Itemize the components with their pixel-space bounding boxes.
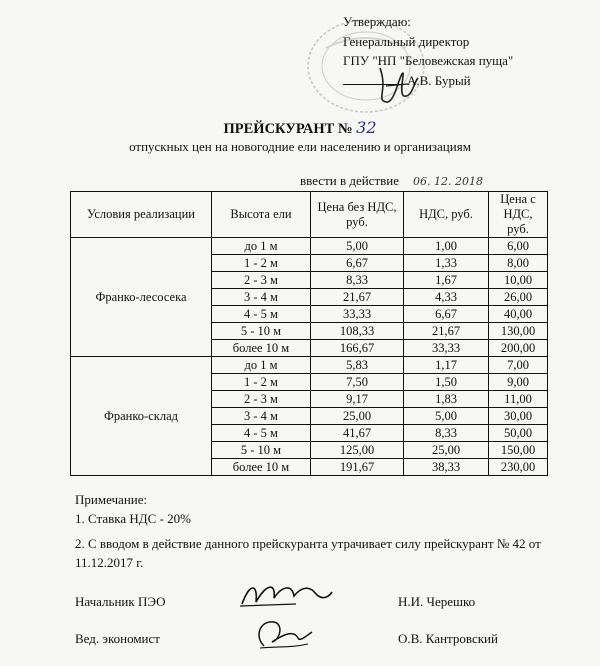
price-gross-cell: 30,00 xyxy=(489,408,548,425)
price-gross-cell: 8,00 xyxy=(489,255,548,272)
header-condition: Условия реализации xyxy=(71,192,212,238)
vat-cell: 38,33 xyxy=(404,459,489,476)
header-price-gross: Цена с НДС, руб. xyxy=(489,192,548,238)
price-net-cell: 25,00 xyxy=(311,408,404,425)
price-gross-cell: 7,00 xyxy=(489,357,548,374)
approval-signer-name: А.В. Бурый xyxy=(407,72,471,88)
title-prefix: ПРЕЙСКУРАНТ № xyxy=(223,121,353,137)
height-cell: 4 - 5 м xyxy=(212,425,311,442)
condition-cell: Франко-лесосека xyxy=(71,238,212,357)
signature-position: Начальник ПЭО xyxy=(75,594,166,609)
effective-date-line xyxy=(300,173,483,189)
price-net-cell: 108,33 xyxy=(311,323,404,340)
vat-cell: 1,67 xyxy=(404,272,489,289)
price-net-cell: 33,33 xyxy=(311,306,404,323)
header-vat: НДС, руб. xyxy=(404,192,489,238)
price-gross-cell: 40,00 xyxy=(489,306,548,323)
price-gross-cell: 130,00 xyxy=(489,323,548,340)
height-cell: 4 - 5 м xyxy=(212,306,311,323)
height-cell: 3 - 4 м xyxy=(212,289,311,306)
price-gross-cell: 150,00 xyxy=(489,442,548,459)
height-cell: более 10 м xyxy=(212,459,311,476)
price-gross-cell: 11,00 xyxy=(489,391,548,408)
price-gross-cell: 50,00 xyxy=(489,425,548,442)
price-net-cell: 21,67 xyxy=(311,289,404,306)
price-gross-cell: 10,00 xyxy=(489,272,548,289)
price-table xyxy=(70,191,548,476)
signature-position: Вед. экономист xyxy=(75,631,160,646)
document-subtitle: отпускных цен на новогодние ели населению и организациям xyxy=(129,139,471,154)
vat-cell: 8,33 xyxy=(404,425,489,442)
title-number: 32 xyxy=(356,118,377,137)
effective-date: 06. 12. 2018 xyxy=(413,175,483,188)
notes-heading: Примечание: xyxy=(75,492,148,507)
height-cell: 5 - 10 м xyxy=(212,323,311,340)
height-cell: до 1 м xyxy=(212,238,311,255)
price-net-cell: 166,67 xyxy=(311,340,404,357)
approval-label: Утверждаю: xyxy=(343,14,411,29)
approval-block xyxy=(343,12,513,90)
signature-name-2: О.В. Кантровский xyxy=(398,631,498,646)
approval-signer xyxy=(343,71,513,91)
signature-row-1 xyxy=(75,594,165,610)
signature-name-1: Н.И. Черешко xyxy=(398,594,476,609)
price-gross-cell: 230,00 xyxy=(489,459,548,476)
vat-cell: 5,00 xyxy=(404,408,489,425)
price-net-cell: 125,00 xyxy=(311,442,404,459)
height-cell: до 1 м xyxy=(212,357,311,374)
vat-cell: 1,17 xyxy=(404,357,489,374)
price-net-cell: 191,67 xyxy=(311,459,404,476)
signature-1-mark xyxy=(236,574,336,616)
vat-cell: 1,00 xyxy=(404,238,489,255)
effective-label: ввести в действие xyxy=(300,173,399,188)
height-cell: 3 - 4 м xyxy=(212,408,311,425)
price-net-cell: 5,83 xyxy=(311,357,404,374)
approval-position: Генеральный директор xyxy=(343,33,470,49)
price-gross-cell: 200,00 xyxy=(489,340,548,357)
price-gross-cell: 9,00 xyxy=(489,374,548,391)
vat-cell: 1,33 xyxy=(404,255,489,272)
price-net-cell: 5,00 xyxy=(311,238,404,255)
vat-cell: 25,00 xyxy=(404,442,489,459)
price-gross-cell: 26,00 xyxy=(489,289,548,306)
note-vat-rate: 1. Ставка НДС - 20% xyxy=(75,510,191,526)
price-net-cell: 7,50 xyxy=(311,374,404,391)
price-net-cell: 9,17 xyxy=(311,391,404,408)
height-cell: 5 - 10 м xyxy=(212,442,311,459)
price-net-cell: 6,67 xyxy=(311,255,404,272)
height-cell: 1 - 2 м xyxy=(212,374,311,391)
height-cell: более 10 м xyxy=(212,340,311,357)
document-title xyxy=(0,118,600,138)
note-supersedes: 2. С вводом в действие данного прейскуранта утрачивает силу прейскурант № 42 от 11.12.2017 г. xyxy=(75,536,541,570)
vat-cell: 4,33 xyxy=(404,289,489,306)
price-gross-cell: 6,00 xyxy=(489,238,548,255)
table-row xyxy=(71,357,548,374)
approval-organization: ГПУ "НП "Беловежская пуща" xyxy=(343,53,514,68)
height-cell: 2 - 3 м xyxy=(212,391,311,408)
height-cell: 1 - 2 м xyxy=(212,255,311,272)
vat-cell: 33,33 xyxy=(404,340,489,357)
notes-block xyxy=(75,491,555,572)
header-height: Высота ели xyxy=(212,192,311,238)
header-price-net: Цена без НДС, руб. xyxy=(311,192,404,238)
vat-cell: 21,67 xyxy=(404,323,489,340)
signature-2-mark xyxy=(250,612,320,656)
table-header-row xyxy=(71,192,548,238)
price-net-cell: 8,33 xyxy=(311,272,404,289)
vat-cell: 1,50 xyxy=(404,374,489,391)
vat-cell: 6,67 xyxy=(404,306,489,323)
signature-row-2 xyxy=(75,631,160,647)
vat-cell: 1,83 xyxy=(404,391,489,408)
height-cell: 2 - 3 м xyxy=(212,272,311,289)
price-net-cell: 41,67 xyxy=(311,425,404,442)
condition-cell: Франко-склад xyxy=(71,357,212,476)
table-row xyxy=(71,238,548,255)
